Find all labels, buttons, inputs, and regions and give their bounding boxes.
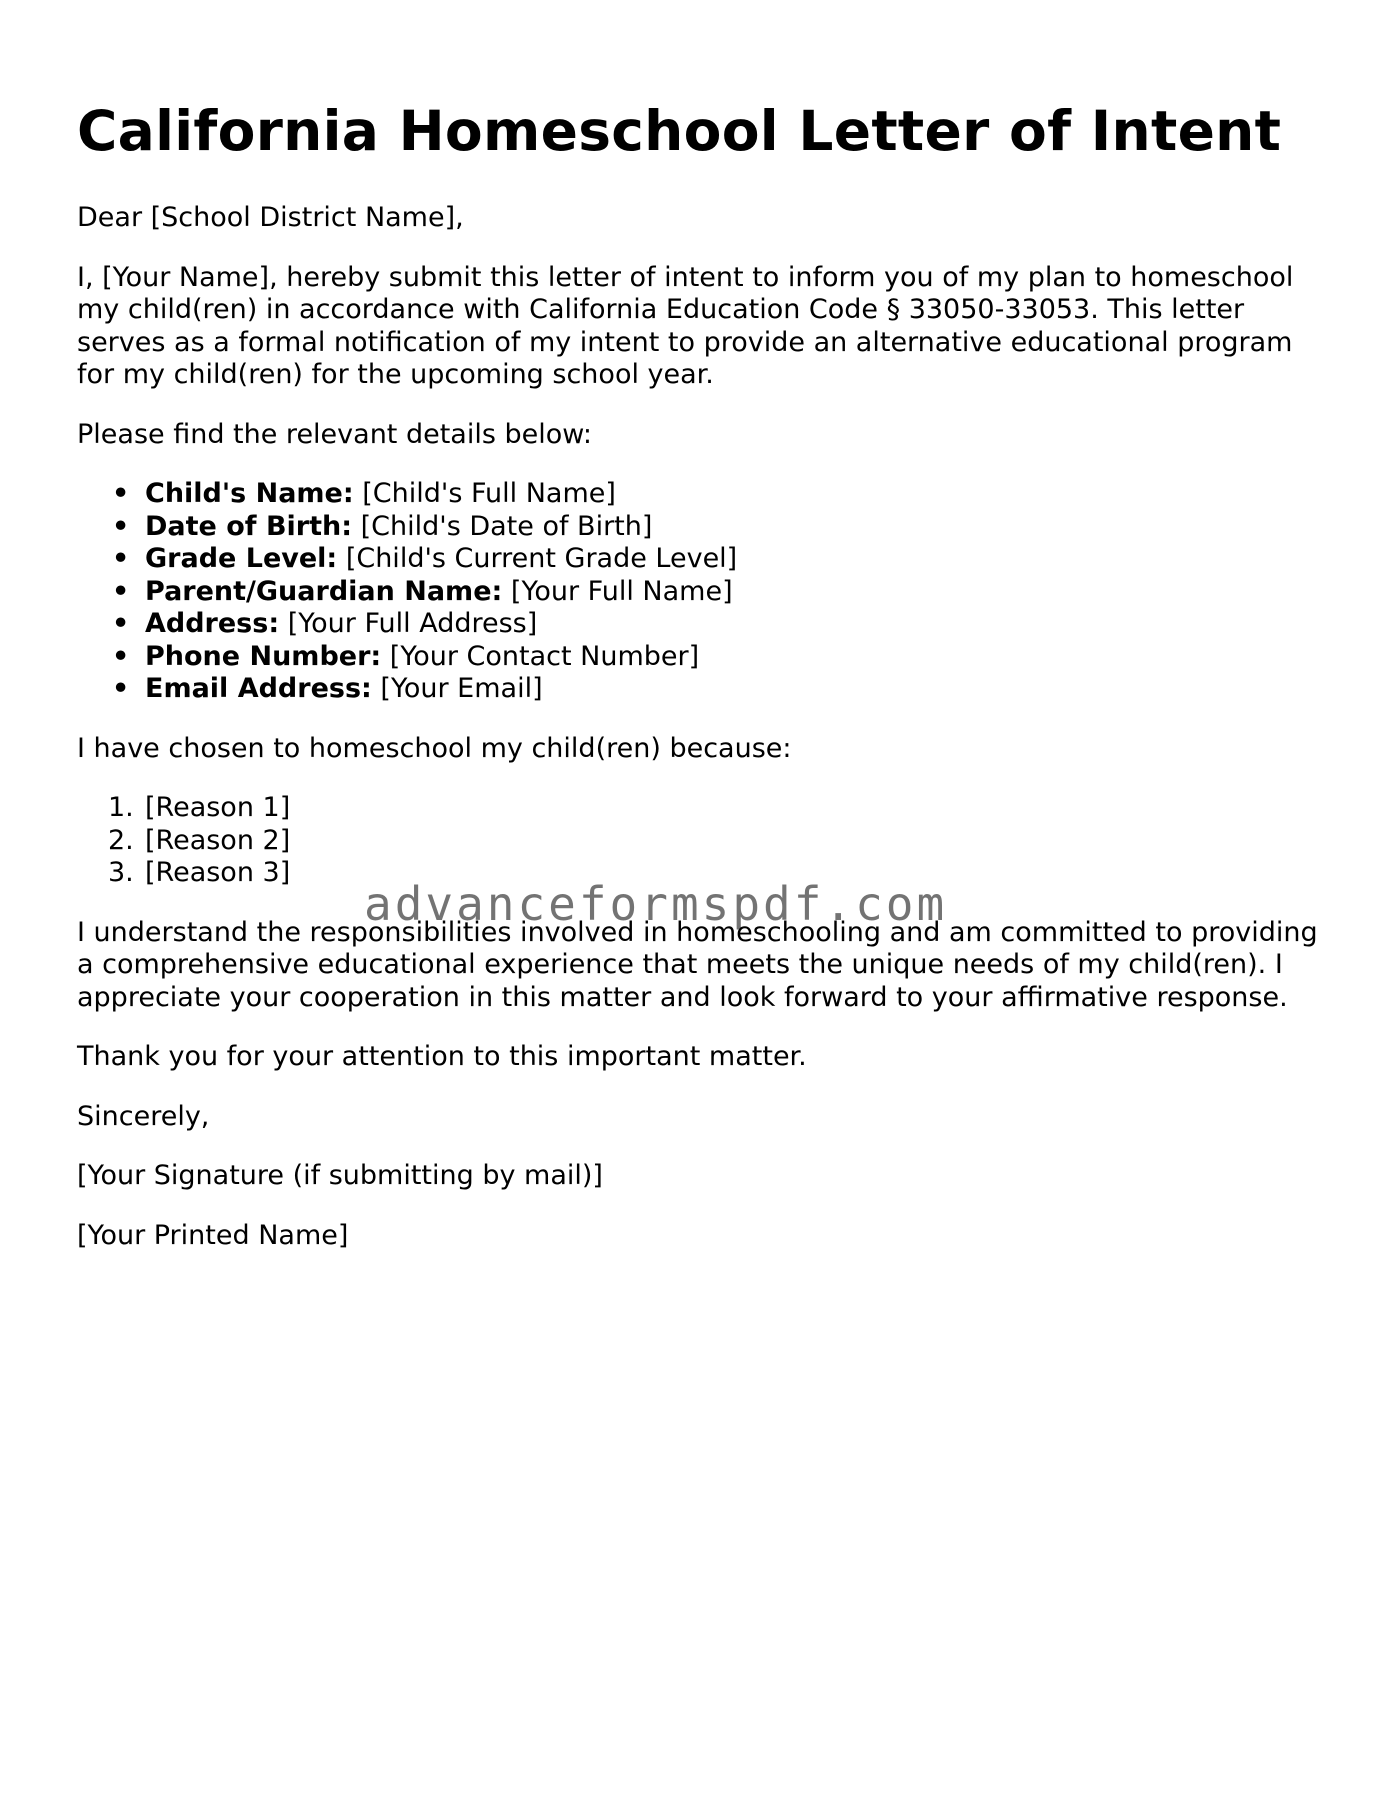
bullet-icon: • <box>112 510 130 542</box>
printed-name-placeholder: [Your Printed Name] <box>77 1219 349 1251</box>
detail-value: [Child's Full Name] <box>362 478 616 509</box>
detail-item-email <box>112 673 1327 706</box>
detail-label: Grade Level: <box>145 543 338 574</box>
letter-title: California Homeschool Letter of Intent <box>77 99 1282 163</box>
details-list <box>77 478 1327 706</box>
sincerely-line: Sincerely, <box>77 1100 210 1132</box>
reasons-list <box>77 792 1327 890</box>
detail-value: [Your Full Name] <box>510 575 733 607</box>
reason-text: [Reason 1] <box>145 792 291 823</box>
bullet-icon: • <box>112 575 130 607</box>
reason-number: 2. <box>108 824 134 856</box>
detail-label: Parent/Guardian Name: <box>145 575 503 607</box>
letter-document <box>77 96 1327 1252</box>
detail-label: Date of Birth: <box>145 510 353 542</box>
detail-item-phone <box>112 640 1327 674</box>
reason-number: 3. <box>108 857 134 888</box>
reasons-lead: I have chosen to homeschool my child(ren) because: <box>77 732 792 764</box>
detail-item-parent-name <box>112 575 1327 609</box>
details-lead: Please find the relevant details below: <box>77 418 592 450</box>
detail-value: [Child's Current Grade Level] <box>345 543 738 574</box>
intro-paragraph: I, [Your Name], hereby submit this letter of intent to inform you of my plan to homeschool my child(ren) in accordance with California Education Code § 33050-33053. This letter serves as a formal notification of my intent to provide an alternative educational program for my child(ren) for the upcoming school year. <box>77 261 1294 390</box>
detail-item-address <box>112 608 1327 641</box>
detail-item-grade-level <box>112 543 1327 576</box>
detail-value: [Your Contact Number] <box>389 640 700 672</box>
bullet-icon: • <box>112 608 130 639</box>
reason-number: 1. <box>108 792 134 823</box>
watermark-text: advanceformspdf.com <box>364 877 948 931</box>
bullet-icon: • <box>112 543 130 574</box>
reason-item <box>108 824 1327 858</box>
reason-text: [Reason 3] <box>145 857 291 888</box>
detail-label: Email Address: <box>145 673 372 704</box>
reason-text: [Reason 2] <box>145 824 291 856</box>
detail-value: [Your Email] <box>380 673 543 704</box>
bullet-icon: • <box>112 673 130 704</box>
bullet-icon: • <box>112 478 130 509</box>
detail-value: [Your Full Address] <box>287 608 538 639</box>
closing-paragraph: I understand the responsibilities involved in homeschooling and am committed to providing a comprehensive educational experience that meets the unique needs of my child(ren). I appreciate your cooperation in this matter and look forward to your affirmative response. <box>77 916 1318 1013</box>
reason-item <box>108 857 1327 890</box>
thanks-line: Thank you for your attention to this important matter. <box>77 1041 807 1072</box>
salutation: Dear [School District Name], <box>77 202 464 233</box>
reason-item <box>108 792 1327 825</box>
bullet-icon: • <box>112 640 130 672</box>
detail-item-date-of-birth <box>112 510 1327 544</box>
signature-placeholder: [Your Signature (if submitting by mail)] <box>77 1160 603 1191</box>
detail-label: Phone Number: <box>145 640 382 672</box>
detail-label: Child's Name: <box>145 478 354 509</box>
detail-label: Address: <box>145 608 280 639</box>
detail-value: [Child's Date of Birth] <box>360 510 653 542</box>
detail-item-child-name <box>112 478 1327 511</box>
